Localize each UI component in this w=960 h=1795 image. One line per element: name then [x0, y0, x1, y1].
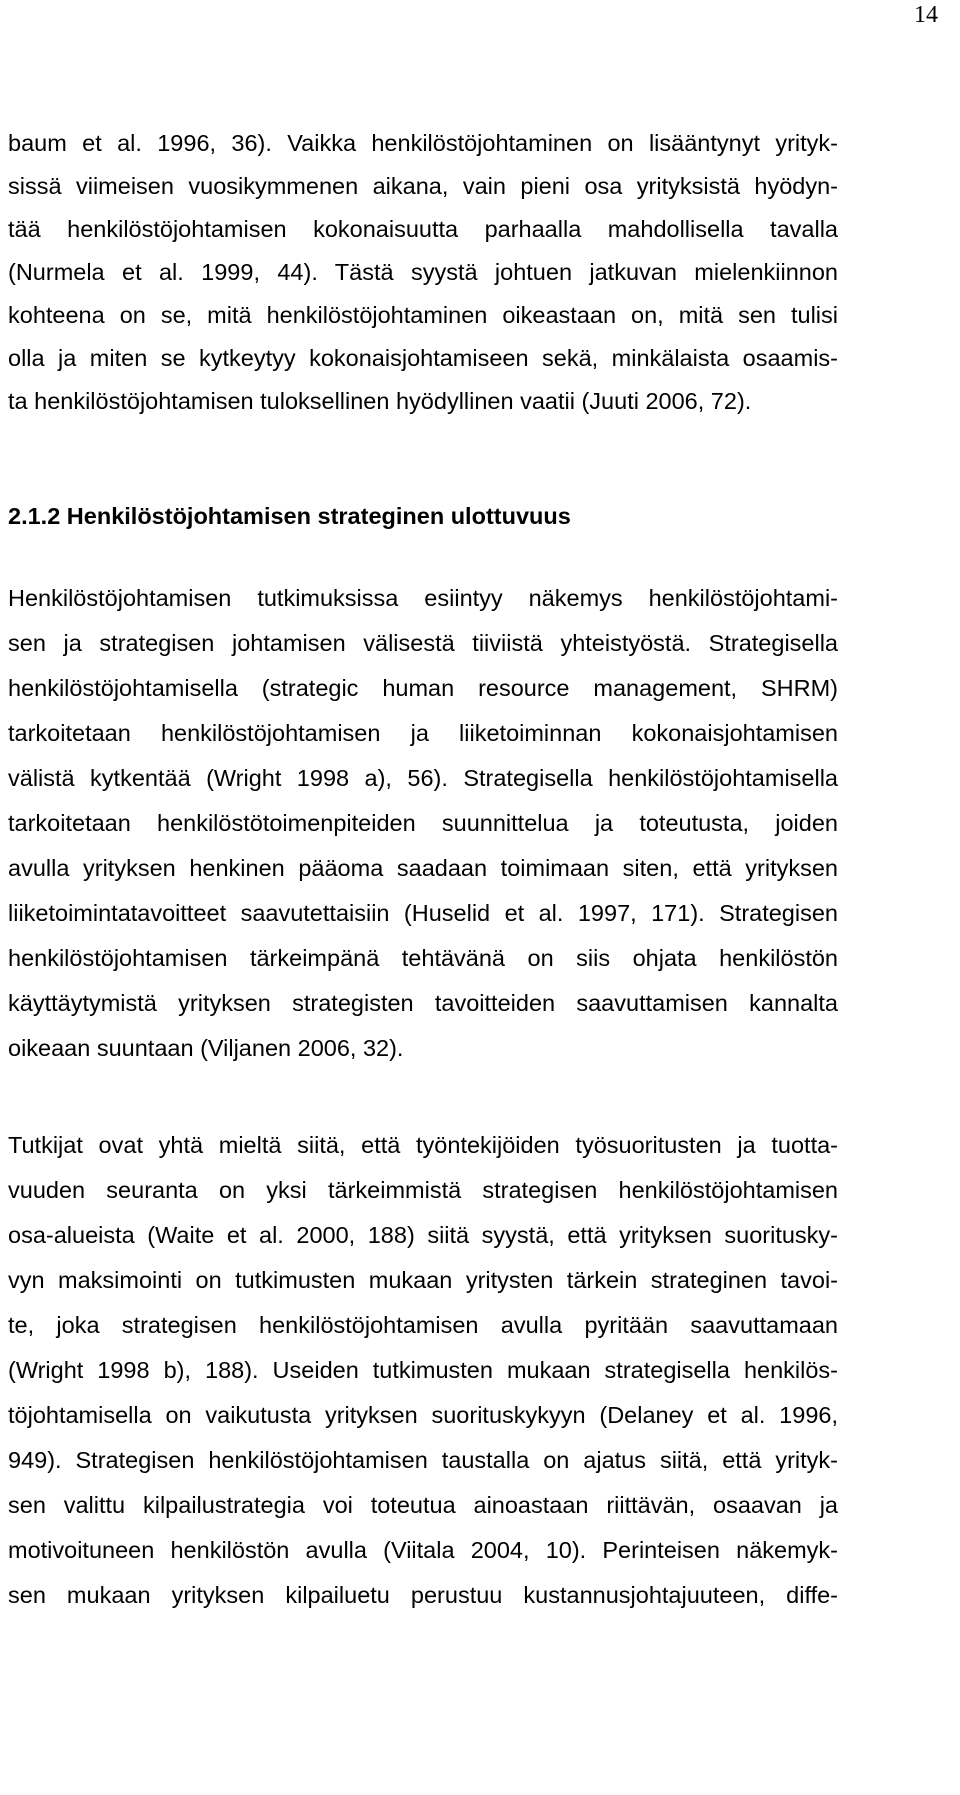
text-line: kohteena on se, mitä henkilöstöjohtaminen oikeastaan on, mitä sen tulisi — [8, 302, 838, 328]
text-line: 949). Strategisen henkilöstöjohtamisen taustalla on ajatus siitä, että yrityk- — [8, 1447, 838, 1473]
text-line: sen mukaan yrityksen kilpailuetu perustuu kustannusjohtajuuteen, diffe- — [8, 1582, 838, 1608]
text-line: sen valittu kilpailustrategia voi toteutua ainoastaan riittävän, osaavan ja — [8, 1492, 838, 1518]
text-line: vyn maksimointi on tutkimusten mukaan yritysten tärkein strateginen tavoi- — [8, 1267, 838, 1293]
text-line: olla ja miten se kytkeytyy kokonaisjohtamiseen sekä, minkälaista osaamis- — [8, 345, 838, 371]
text-line: tää henkilöstöjohtamisen kokonaisuutta parhaalla mahdollisella tavalla — [8, 216, 838, 242]
text-line: vuuden seuranta on yksi tärkeimmistä strategisen henkilöstöjohtamisen — [8, 1177, 838, 1203]
text-line: välistä kytkentää (Wright 1998 a), 56). Strategisella henkilöstöjohtamisella — [8, 765, 838, 791]
text-line: osa-alueista (Waite et al. 2000, 188) siitä syystä, että yrityksen suoritusky- — [8, 1222, 838, 1248]
text-line: sissä viimeisen vuosikymmenen aikana, vain pieni osa yrityksistä hyödyn- — [8, 173, 838, 199]
text-line: oikeaan suuntaan (Viljanen 2006, 32). — [8, 1035, 404, 1061]
text-line: Tutkijat ovat yhtä mieltä siitä, että työntekijöiden työsuoritusten ja tuotta- — [8, 1132, 838, 1158]
text-line: (Wright 1998 b), 188). Useiden tutkimusten mukaan strategisella henkilös- — [8, 1357, 838, 1383]
page-number: 14 — [914, 2, 938, 28]
text-line: liiketoimintatavoitteet saavutettaisiin (Huselid et al. 1997, 171). Strategisen — [8, 900, 838, 926]
text-line: henkilöstöjohtamisella (strategic human resource management, SHRM) — [8, 675, 838, 701]
text-line: tarkoitetaan henkilöstöjohtamisen ja liiketoiminnan kokonaisjohtamisen — [8, 720, 838, 746]
text-line: henkilöstöjohtamisen tärkeimpänä tehtävänä on siis ohjata henkilöstön — [8, 945, 838, 971]
text-line: (Nurmela et al. 1999, 44). Tästä syystä johtuen jatkuvan mielenkiinnon — [8, 259, 838, 285]
text-line: avulla yrityksen henkinen pääoma saadaan toimimaan siten, että yrityksen — [8, 855, 838, 881]
text-line: baum et al. 1996, 36). Vaikka henkilöstöjohtaminen on lisääntynyt yrityk- — [8, 130, 838, 156]
text-line: Henkilöstöjohtamisen tutkimuksissa esiintyy näkemys henkilöstöjohtami- — [8, 585, 838, 611]
text-line: käyttäytymistä yrityksen strategisten tavoitteiden saavuttamisen kannalta — [8, 990, 838, 1016]
text-line: ta henkilöstöjohtamisen tuloksellinen hyödyllinen vaatii (Juuti 2006, 72). — [8, 388, 752, 414]
section-heading: 2.1.2 Henkilöstöjohtamisen strateginen ulottuvuus — [8, 503, 571, 529]
text-line: motivoituneen henkilöstön avulla (Viitala 2004, 10). Perinteisen näkemyk- — [8, 1537, 838, 1563]
text-line: tarkoitetaan henkilöstötoimenpiteiden suunnittelua ja toteutusta, joiden — [8, 810, 838, 836]
text-line: töjohtamisella on vaikutusta yrityksen suorituskykyyn (Delaney et al. 1996, — [8, 1402, 838, 1428]
text-line: te, joka strategisen henkilöstöjohtamisen avulla pyritään saavuttamaan — [8, 1312, 838, 1338]
text-line: sen ja strategisen johtamisen välisestä tiiviistä yhteistyöstä. Strategisella — [8, 630, 838, 656]
